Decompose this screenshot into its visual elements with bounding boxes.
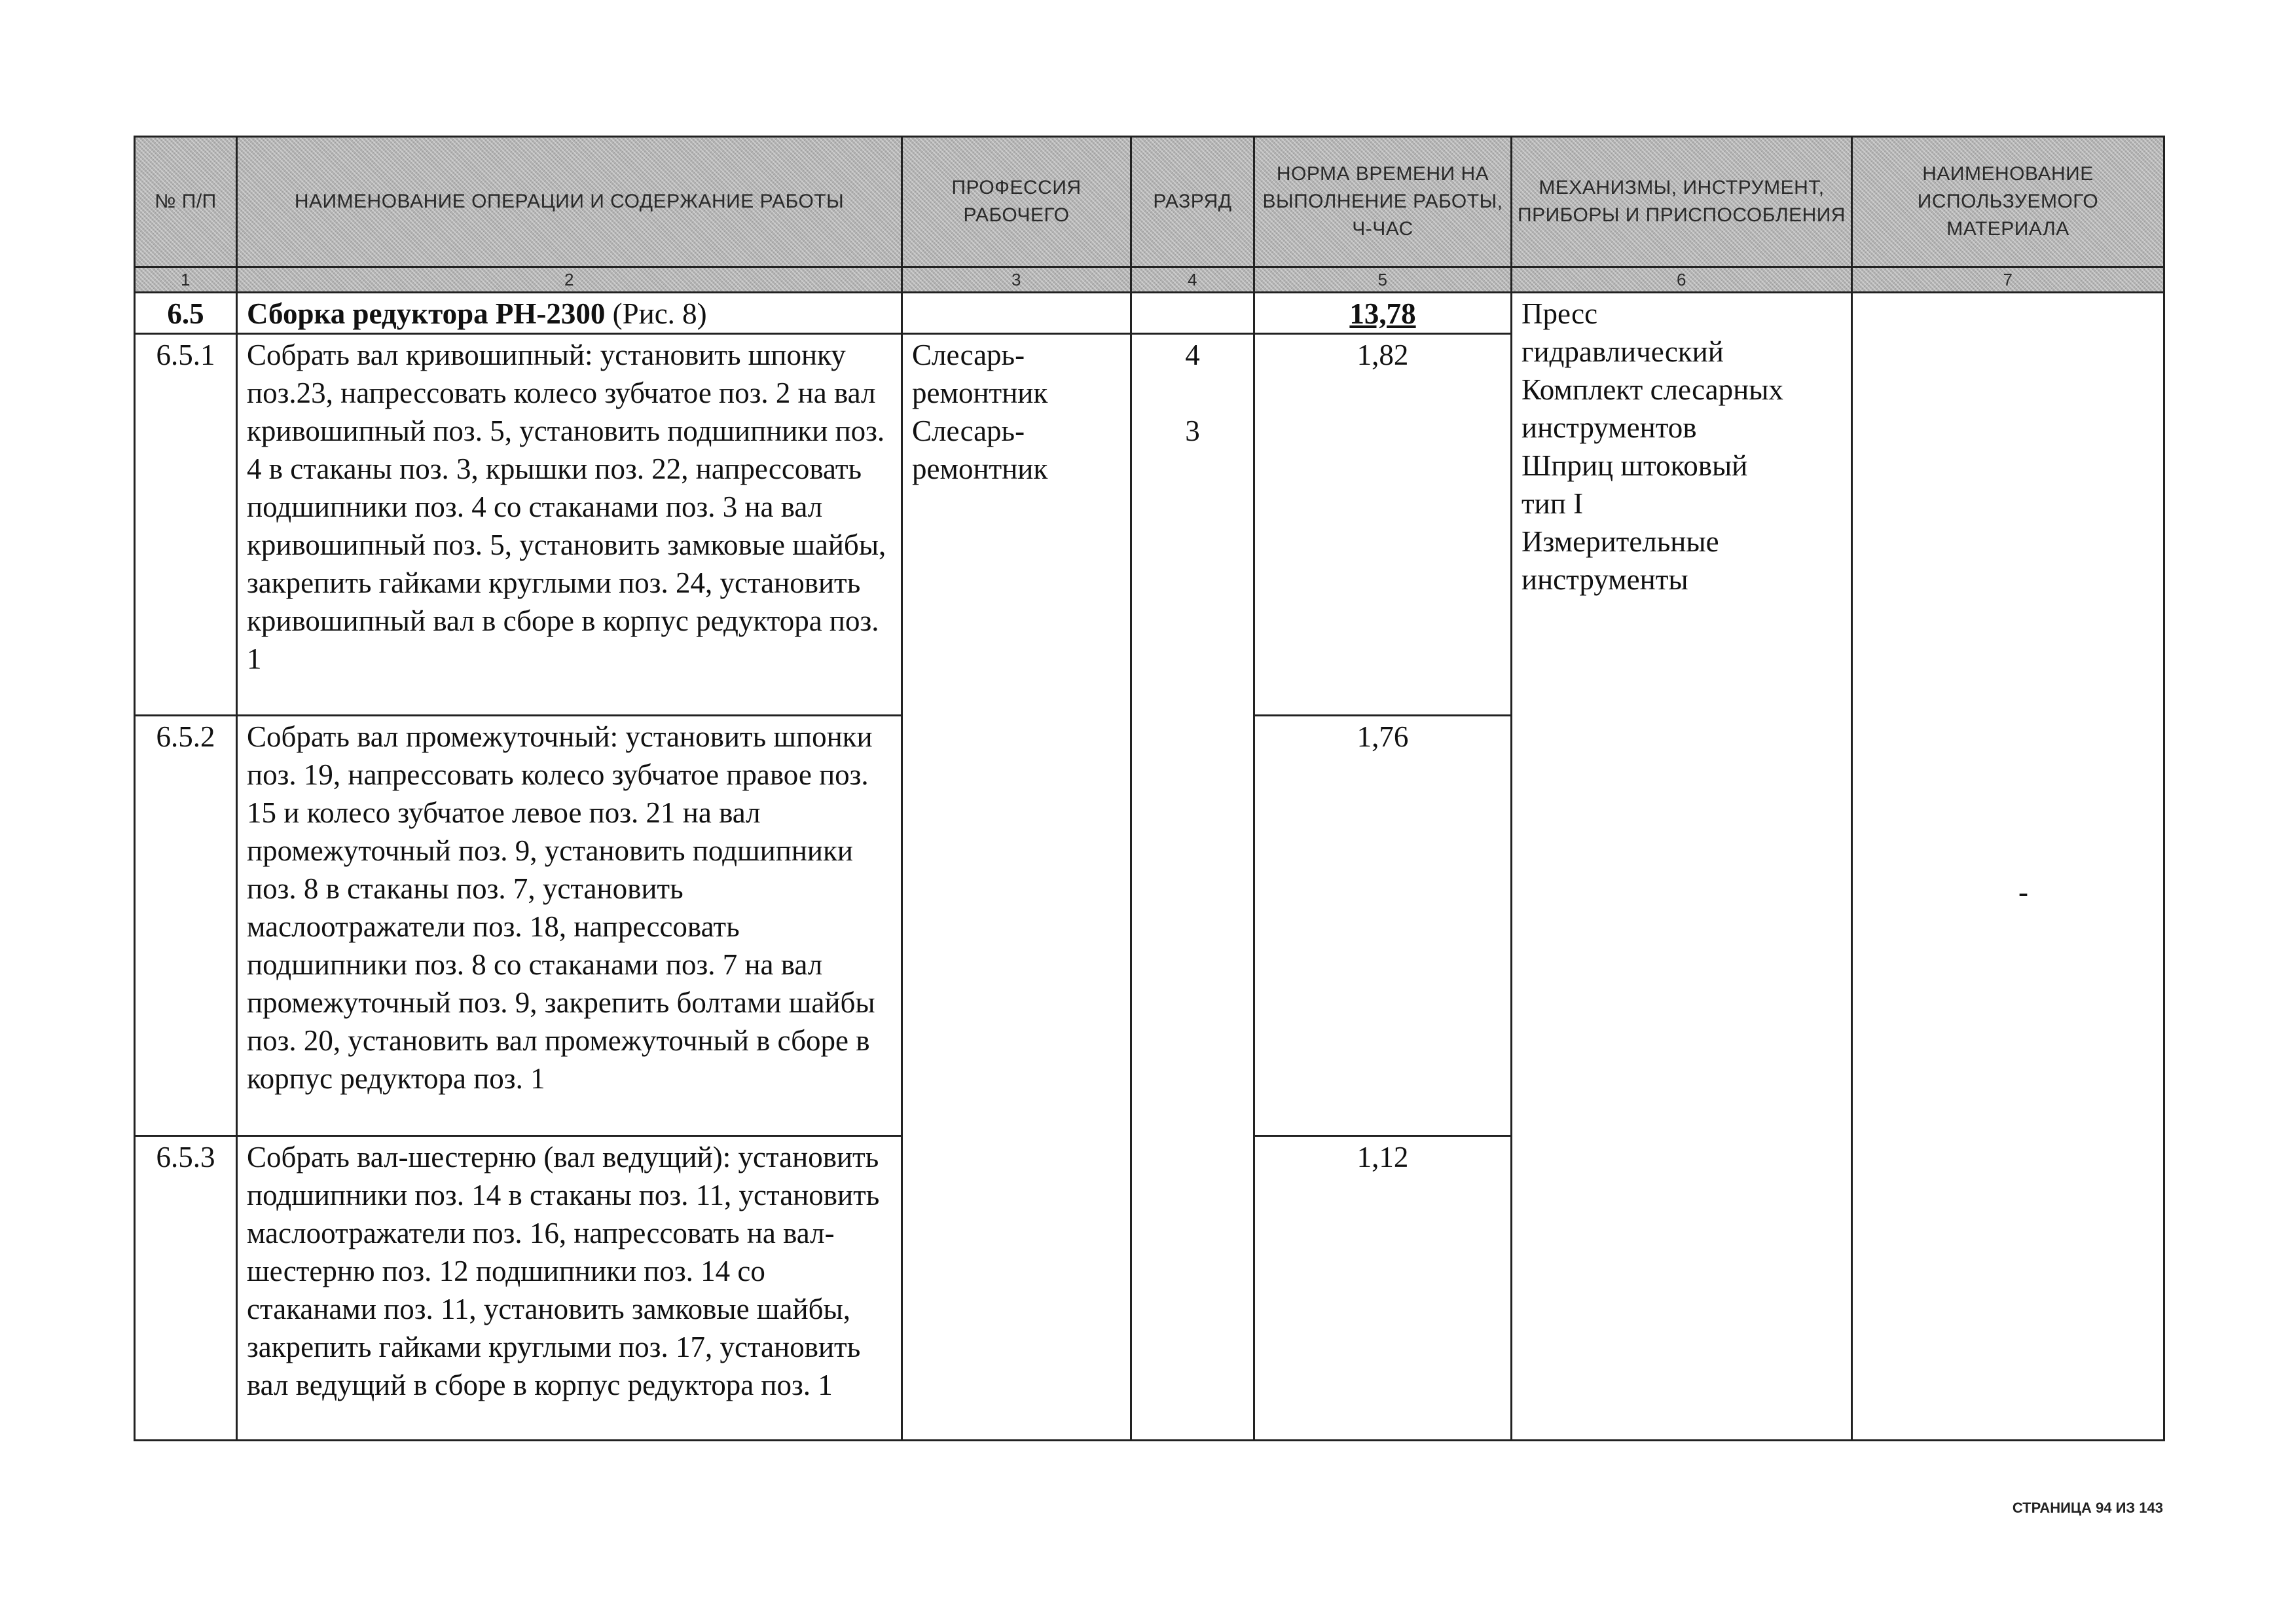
row-norm-cell	[1254, 1136, 1512, 1441]
row-number: 6.5.1	[156, 339, 215, 371]
material-cell	[1852, 293, 2164, 1441]
section-profession-cell	[902, 293, 1131, 334]
row-norm-cell	[1254, 334, 1512, 716]
tools-list: Пресс гидравлический Комплект слесарных инструментов Шприц штоковый тип I Измерительные инструменты	[1522, 297, 1783, 596]
column-number: 7	[1852, 267, 2164, 293]
grade-cell	[1131, 334, 1254, 1441]
row-text: Собрать вал-шестерню (вал ведущий): установить подшипники поз. 14 в стаканы поз. 11, установить маслоотражатели поз. 16, напрессовать на вал-шестерню поз. 12 подшипники поз. 14 со стаканами поз. 11, установить замковые шайбы, закрепить гайками круглыми поз. 17, установить вал ведущий в сборе в корпус редуктора поз. 1	[247, 1141, 880, 1401]
row-norm: 1,12	[1357, 1141, 1409, 1173]
row-text-cell	[237, 334, 902, 716]
header-time-norm: НОРМА ВРЕМЕНИ НА ВЫПОЛНЕНИЕ РАБОТЫ, Ч-ЧАС	[1254, 137, 1512, 267]
row-text-cell	[237, 716, 902, 1136]
section-title-suffix: (Рис. 8)	[605, 297, 707, 330]
section-title	[238, 293, 901, 333]
section-title-cell	[237, 293, 902, 334]
section-norm-cell	[1254, 293, 1512, 334]
tools-cell	[1512, 293, 1852, 1441]
row-number: 6.5.3	[156, 1141, 215, 1173]
column-number: 3	[902, 267, 1131, 293]
column-number: 6	[1512, 267, 1852, 293]
row-norm-cell	[1254, 716, 1512, 1136]
header-material: НАИМЕНОВАНИЕ ИСПОЛЬЗУЕМОГО МАТЕРИАЛА	[1852, 137, 2164, 267]
header-number: № П/П	[135, 137, 237, 267]
column-number: 4	[1131, 267, 1254, 293]
row-text-cell	[237, 1136, 902, 1441]
section-row	[135, 293, 2164, 334]
material-dash: -	[2018, 876, 2028, 908]
profession-list: Слесарь- ремонтник Слесарь- ремонтник	[912, 339, 1048, 485]
header-grade: РАЗРЯД	[1131, 137, 1254, 267]
section-norm: 13,78	[1349, 297, 1416, 330]
row-number-cell	[135, 334, 237, 716]
header-row	[135, 137, 2164, 267]
row-number-cell	[135, 716, 237, 1136]
grade-list: 4 3	[1185, 339, 1200, 447]
section-number: 6.5	[167, 297, 204, 330]
header-profession: ПРОФЕССИЯ РАБОЧЕГО	[902, 137, 1131, 267]
row-text: Собрать вал кривошипный: установить шпонку поз.23, напрессовать колесо зубчатое поз. 2 на вал кривошипный поз. 5, установить подшипники поз. 4 в стаканы поз. 3, крышки поз. 22, напрессовать подшипники поз. 4 со стаканами поз. 3 на вал кривошипный поз. 5, установить замковые шайбы, закрепить гайками круглыми поз. 24, установить кривошипный вал в сборе в корпус редуктора поз. 1	[247, 339, 886, 675]
header-tools: МЕХАНИЗМЫ, ИНСТРУМЕНТ, ПРИБОРЫ И ПРИСПОСОБЛЕНИЯ	[1512, 137, 1852, 267]
row-norm: 1,82	[1357, 339, 1409, 371]
page-number: СТРАНИЦА 94 ИЗ 143	[2012, 1500, 2163, 1516]
column-number: 1	[135, 267, 237, 293]
row-number: 6.5.2	[156, 720, 215, 753]
column-number: 2	[237, 267, 902, 293]
operations-table	[134, 136, 2165, 1441]
row-norm: 1,76	[1357, 720, 1409, 753]
row-text: Собрать вал промежуточный: установить шпонки поз. 19, напрессовать колесо зубчатое правое поз. 15 и колесо зубчатое левое поз. 21 на вал промежуточный поз. 9, установить подшипники поз. 8 в стаканы поз. 7, установить маслоотражатели поз. 18, напрессовать подшипники поз. 8 со стаканами поз. 7 на вал промежуточный поз. 9, закрепить болтами шайбы поз. 20, установить вал промежуточный в сборе в корпус редуктора поз. 1	[247, 720, 875, 1095]
profession-cell	[902, 334, 1131, 1441]
header-operation: НАИМЕНОВАНИЕ ОПЕРАЦИИ И СОДЕРЖАНИЕ РАБОТЫ	[237, 137, 902, 267]
column-number: 5	[1254, 267, 1512, 293]
section-title-bold: Сборка редуктора РН-2300	[247, 297, 606, 330]
row-number-cell	[135, 1136, 237, 1441]
section-number-cell	[135, 293, 237, 334]
column-number-row	[135, 267, 2164, 293]
section-grade-cell	[1131, 293, 1254, 334]
